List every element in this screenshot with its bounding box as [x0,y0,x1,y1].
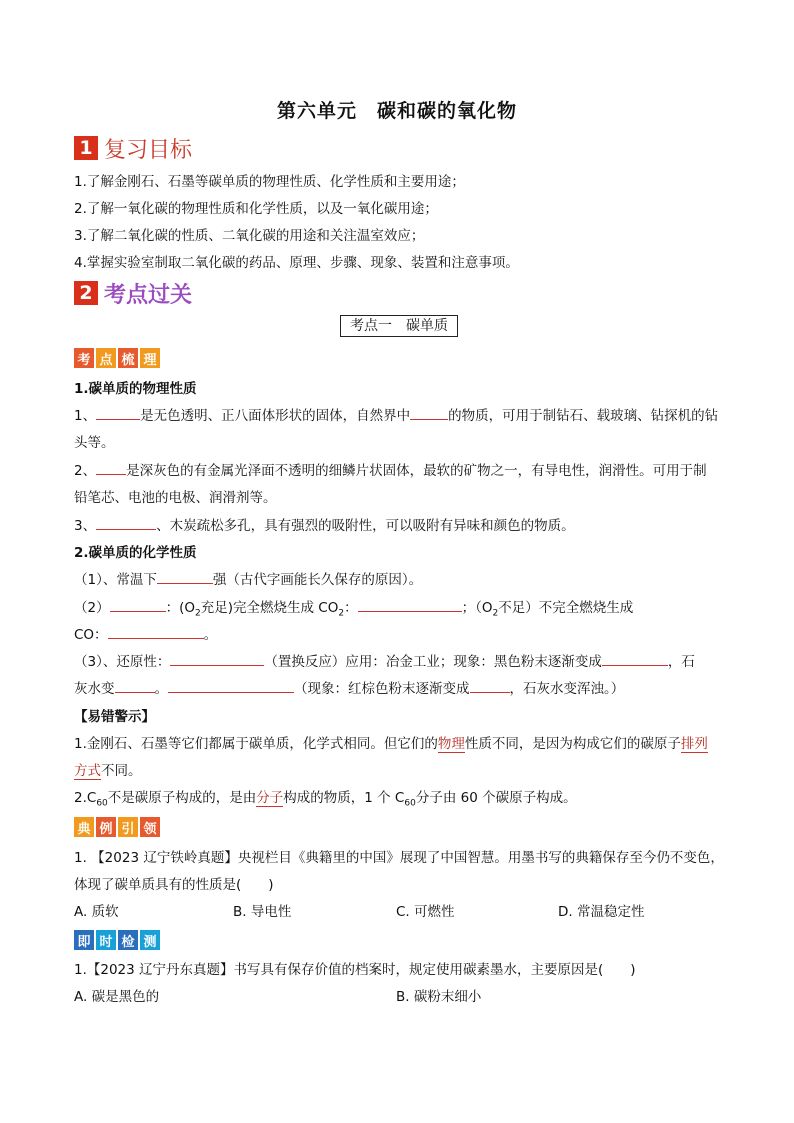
question-text: 1. 【2023 辽宁铁岭真题】央视栏目《典籍里的中国》展现了中国智慧。用墨书写的典籍保存至今仍不变色， [74,850,724,866]
warning-heading: 【易错警示】 [74,709,155,725]
blank [157,571,213,584]
text-line: 方式不同。 [74,763,142,779]
blank [170,653,264,666]
text-line: （2） ：($O_2$充足)完全燃烧生成 $CO_2$： ；（$O_2$不足）不完全燃烧生成 [74,600,634,619]
blank [96,462,126,475]
page-title: 第六单元 碳和碳的氧化物 [276,100,517,122]
tag-kaodian-shuli: 考 点 梳 理 [74,348,160,368]
section-title: 复习目标 [104,137,193,163]
text-line: $2.C_{60}$不是碳原子构成的，是由分子构成的物质，1 个 $C_{60}$分子由 60 个碳原子构成。 [74,790,577,809]
subheading-chemical: 2.碳单质的化学性质 [74,545,197,561]
goal-item: 3.了解二氧化碳的性质、二氧化碳的用途和关注温室效应； [74,228,425,244]
option-d: D. 常温稳定性 [558,904,645,920]
section-key-points [74,278,192,308]
text-line: CO： 。 [74,627,218,643]
option-b: B. 导电性 [233,904,292,920]
text-line: 灰水变 。 （现象：红棕色粉末逐渐变成 ，石灰水变浑浊。） [74,681,625,697]
option-a: A. 质软 [74,904,119,920]
text-line: 1、 是无色透明、正八面体形状的固体，自然界中 的物质，可用于制钻石、载玻璃、钻探机的钻 [74,408,719,424]
blank [108,626,204,639]
goal-item: 2.了解一氧化碳的物理性质和化学性质，以及一氧化碳用途； [74,201,438,217]
blank [115,680,155,693]
option-a: A. 碳是黑色的 [74,989,160,1005]
blank [168,680,294,693]
section-number-badge: 1 [74,136,98,160]
subheading-physical: 1.碳单质的物理性质 [74,381,197,397]
section-review-goals [74,133,192,163]
text-line: 2、 是深灰色的有金属光泽面不透明的细鳞片状固体，最软的矿物之一，有导电性，润滑性。可用于制 [74,463,707,479]
blank [110,599,166,612]
text-line: 1.金刚石、石墨等它们都属于碳单质，化学式相同。但它们的物理性质不同，是因为构成它们的碳原子排列 [74,736,708,752]
goal-item: 1.了解金刚石、石墨等碳单质的物理性质、化学性质和主要用途； [74,174,465,190]
text-line: 铅笔芯、电池的电极、润滑剂等。 [74,490,277,506]
section-number-badge: 2 [74,281,98,305]
blank [96,407,140,420]
tag-dianli-yinling: 典 例 引 领 [74,817,160,837]
text-line: 3、 、木炭疏松多孔，具有强烈的吸附性，可以吸附有异味和颜色的物质。 [74,518,575,534]
blank [410,407,448,420]
goal-item: 4.掌握实验室制取二氧化碳的药品、原理、步骤、现象、装置和注意事项。 [74,255,519,271]
tag-jishi-jiance: 即 时 检 测 [74,930,160,950]
blank [96,517,156,530]
blank [358,599,462,612]
blank [470,680,510,693]
option-b: B. 碳粉末细小 [396,989,482,1005]
option-c: C. 可燃性 [396,904,455,920]
text-line: （3）、还原性： （置换反应）应用：冶金工业；现象：黑色粉末逐渐变成 ，石 [74,654,695,670]
section-title: 考点过关 [104,282,193,308]
text-line: 头等。 [74,435,115,451]
blank [602,653,668,666]
question-text: 1.【2023 辽宁丹东真题】书写具有保存价值的档案时，规定使用碳素墨水，主要原因是( ) [74,962,636,978]
question-text: 体现了碳单质具有的性质是( ) [74,877,274,893]
topic-box: 考点一 碳单质 [340,315,458,337]
text-line: （1）、常温下 强（古代字画能长久保存的原因）。 [74,572,423,588]
